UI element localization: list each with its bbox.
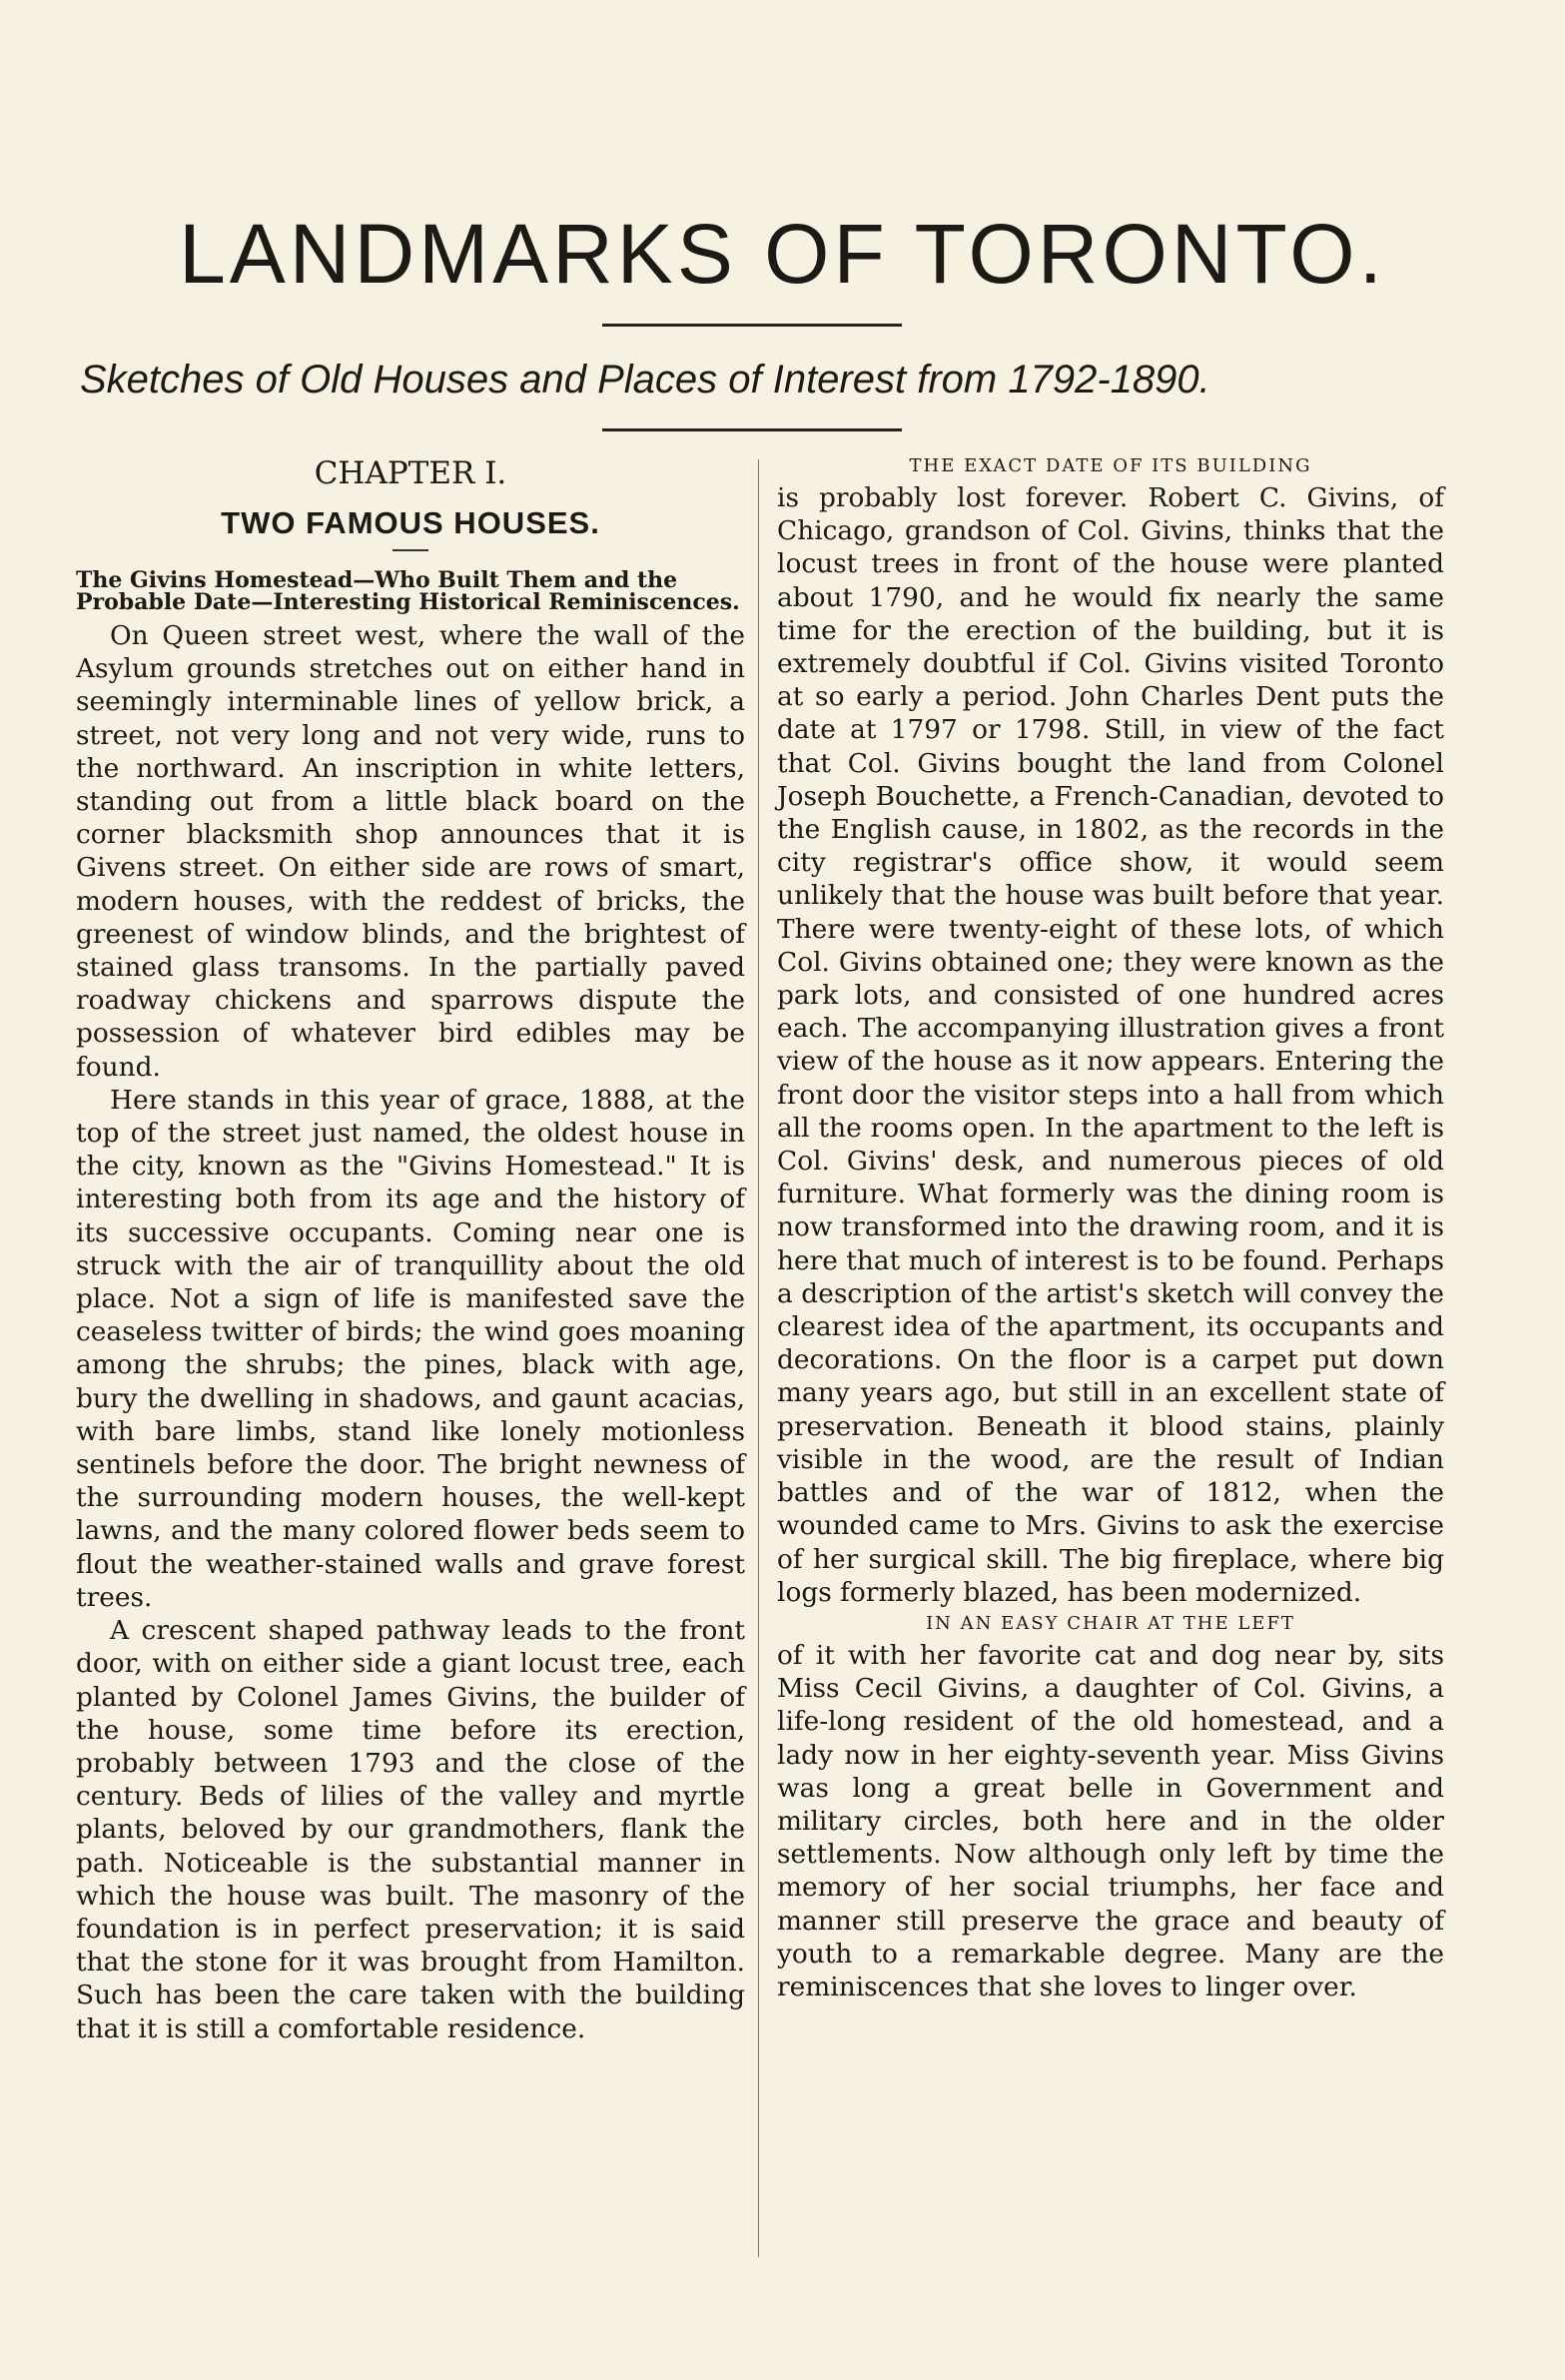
subhead-exact-date: THE EXACT DATE OF ITS BUILDING xyxy=(909,455,1312,476)
subtitle-rule xyxy=(602,428,902,431)
left-paragraph-1: On Queen street west, where the wall of the Asylum grounds stretches out on either hand in seemingly interminable lines of yellow brick, a street, not very long and not very wide, runs to the northward. An inscription in white letters, standing out from a little black board on the corner blacksmith shop announces that it is Givens street. On either side are rows of smart, modern houses, with the reddest of bricks, the greenest of window blinds, and the brightest of stained glass transoms. In the partially paved roadway chickens and sparrows dispute the possession of whatever bird edibles may be found. xyxy=(76,620,745,1083)
page-subtitle: Sketches of Old Houses and Places of Interest from 1792-1890. xyxy=(80,358,1210,401)
left-paragraph-3: A crescent shaped pathway leads to the front door, with on either side a giant locust tree, each planted by Colonel James Givins, the builder of the house, some time before its erection, probably between 1793 and the close of the century. Beds of lilies of the valley and myrtle plants, beloved by our grandmothers, flank the path. Noticeable is the substantial manner in which the house was built. The masonry of the foundation is in perfect preservation; it is said that the stone for it was brought from Hamilton. Such has been the care taken with the building that it is still a comfortable residence. xyxy=(76,1615,745,2044)
column-divider xyxy=(758,459,759,2257)
section-summary: The Givins Homestead—Who Built Them and the Probable Date—Interesting Historical Reminiscences. xyxy=(76,567,740,615)
page-title: LANDMARKS OF TORONTO. xyxy=(179,207,1386,301)
title-rule xyxy=(602,324,902,327)
left-column xyxy=(76,451,745,2045)
section-title: TWO FAMOUS HOUSES. xyxy=(76,503,745,551)
subhead-easy-chair: IN AN EASY CHAIR AT THE LEFT xyxy=(926,1612,1295,1634)
right-column xyxy=(777,451,1444,2003)
left-paragraph-2: Here stands in this year of grace, 1888, at the top of the street just named, the oldest house in the city, known as the "Givins Homestead." It is interesting both from its age and the history of its successive occupants. Coming near one is struck with the air of tranquillity about the old place. Not a sign of life is manifested save the ceaseless twitter of birds; the wind goes moaning among the shrubs; the pines, black with age, bury the dwelling in shadows, and gaunt acacias, with bare limbs, stand like lonely motionless sentinels before the door. The bright newness of the surrounding modern houses, the well-kept lawns, and the many colored flower beds seem to flout the weather-stained walls and grave forest trees. xyxy=(76,1084,745,1613)
chapter-heading: CHAPTER I. xyxy=(314,455,507,491)
right-paragraph-1: is probably lost forever. Robert C. Givins, of Chicago, grandson of Col. Givins, thinks that the locust trees in front of the house were planted about 1790, and he would fix nearly the same time for the erection of the building, but it is extremely doubtful if Col. Givins visited Toronto at so early a period. John Charles Dent puts the date at 1797 or 1798. Still, in view of the fact that Col. Givins bought the land from Colonel Joseph Bouchette, a French-Canadian, devoted to the English cause, in 1802, as the records in the city registrar's office show, it would seem unlikely that the house was built before that year. There were twenty-eight of these lots, of which Col. Givins obtained one; they were known as the park lots, and consisted of one hundred acres each. The accompanying illustration gives a front view of the house as it now appears. Entering the front door the visitor steps into a hall from which all the rooms open. In the apartment to the left is Col. Givins' desk, and numerous pieces of old furniture. What formerly was the dining room is now transformed into the drawing room, and it is here that much of interest is to be found. Perhaps a description of the artist's sketch will convey the clearest idea of the apartment, its occupants and decorations. On the floor is a carpet put down many years ago, but still in an excellent state of preservation. Beneath it blood stains, plainly visible in the wood, are the result of Indian battles and of the war of 1812, when the wounded came to Mrs. Givins to ask the exercise of her surgical skill. The big fireplace, where big logs formerly blazed, has been modernized. xyxy=(777,482,1444,1608)
right-paragraph-2: of it with her favorite cat and dog near by, sits Miss Cecil Givins, a daughter of Col. Givins, a life-long resident of the old homestead, and a lady now in her eighty-seventh year. Miss Givins was long a great belle in Government and military circles, both here and in the older settlements. Now although only left by time the memory of her social triumphs, her face and manner still preserve the grace and beauty of youth to a remarkable degree. Many are the reminiscences that she loves to linger over. xyxy=(777,1639,1444,2002)
